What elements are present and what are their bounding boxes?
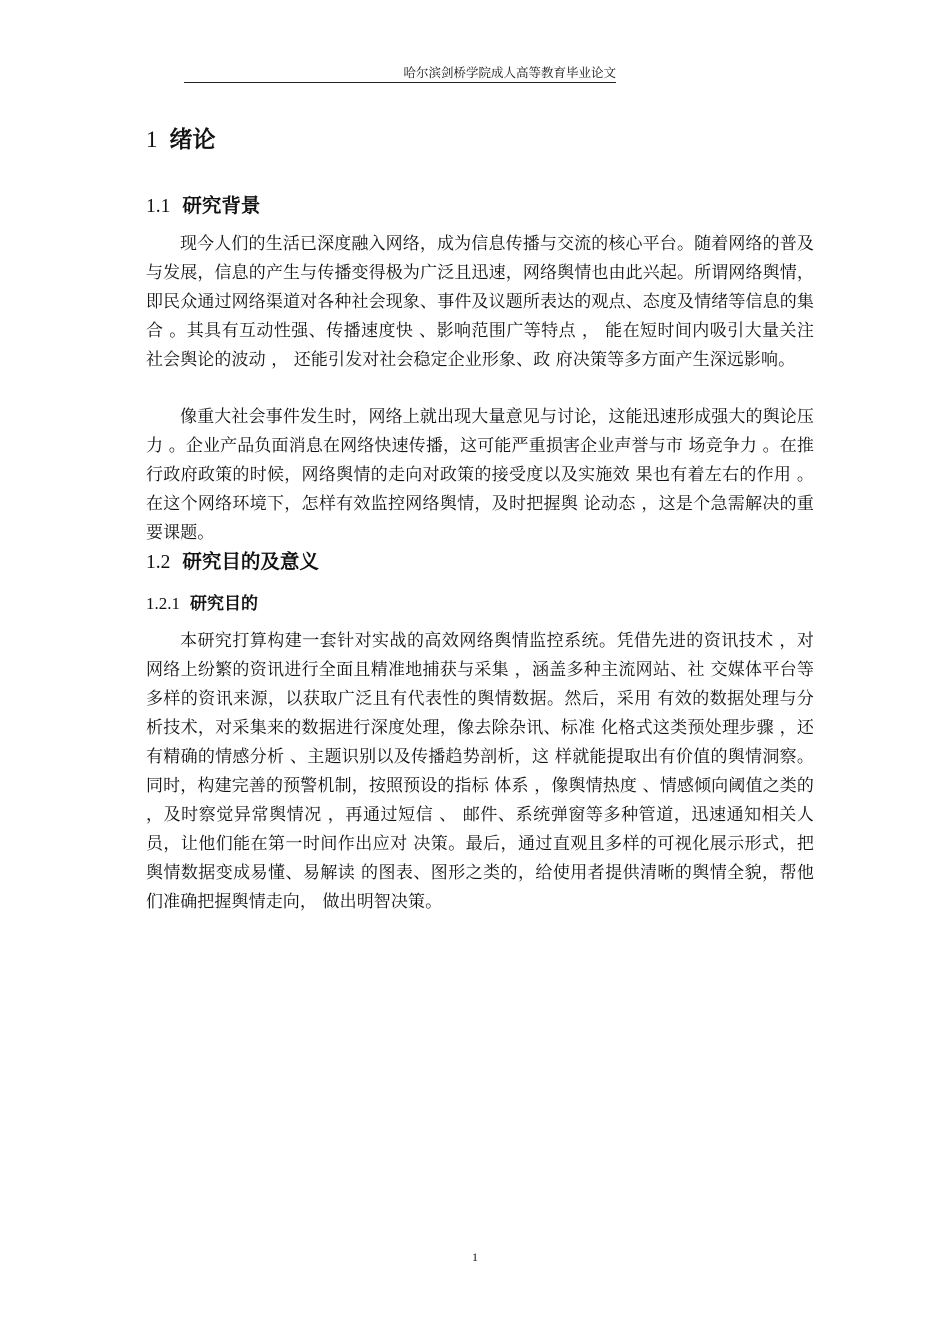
section-title: 研究目的及意义: [182, 550, 319, 573]
page-number: 1: [472, 1250, 478, 1264]
paragraph-research-purpose: 本研究打算构建一套针对实战的高效网络舆情监控系统。凭借先进的资讯技术 ，对网络上纷繁的资讯进行全面且精准地捕获与采集 ，涵盖多种主流网站、社 交媒体平台等多样的资讯来源，以获取广泛且有代表性的舆情数据。然后，采用 有效的数据处理与分析技术，对采集来的数据进行深度处理，像去除杂讯、标准 化格式这类预处理步骤 ，还有精确的情感分析 、主题识别以及传播趋势剖析，这 样就能提取出有价值的舆情洞察。同时，构建完善的预警机制，按照预设的指标 体系 ，像舆情热度 、情感倾向阈值之类的 ，及时察觉异常舆情况 ，再通过短信 、 邮件、系统弹窗等多种管道，迅速通知相关人员，让他们能在第一时间作出应对 决策。最后，通过直观且多样的可视化展示形式，把舆情数据变成易懂、易解读 的图表、图形之类的，给使用者提供清晰的舆情全貌，帮他们准确把握舆情走向， 做出明智决策。: [146, 631, 814, 912]
section-title: 研究背景: [182, 194, 261, 217]
section-heading-1-2: [146, 548, 319, 577]
chapter-number: 1: [146, 127, 158, 152]
section-heading-1-1: [146, 192, 260, 221]
section-number: 1.1: [146, 196, 171, 217]
chapter-heading: [146, 124, 216, 156]
subsection-title: 研究目的: [190, 594, 258, 614]
running-header: [184, 64, 616, 83]
chapter-title: 绪论: [169, 127, 216, 153]
paragraph-background-2: 像重大社会事件发生时，网络上就出现大量意见与讨论，这能迅速形成强大的舆论压力 。企业产品负面消息在网络快速传播，这可能严重损害企业声誉与市 场竞争力 。在推行政府政策的时候，网络舆情的走向对政策的接受度以及实施效 果也有着左右的作用 。在这个网络环境下，怎样有效监控网络舆情，及时把握舆 论动态 ，这是个急需解决的重要课题。: [146, 407, 814, 543]
header-title: 哈尔滨剑桥学院成人高等教育毕业论文: [403, 65, 616, 80]
section-number: 1.2: [146, 552, 171, 573]
subsection-number: 1.2.1: [146, 594, 180, 613]
paragraph-background-1: 现今人们的生活已深度融入网络，成为信息传播与交流的核心平台。随着网络的普及与发展，信息的产生与传播变得极为广泛且迅速，网络舆情也由此兴起。所谓网络舆情，即民众通过网络渠道对各种社会现象、事件及议题所表达的观点、态度及情绪等信息的集合 。其具有互动性强、传播速度快 、影响范围广等特点 ， 能在短时间内吸引大量关注社会舆论的波动 ， 还能引发对社会稳定企业形象、政 府决策等多方面产生深远影响。: [146, 234, 814, 370]
subsection-heading-1-2-1: [146, 592, 258, 616]
